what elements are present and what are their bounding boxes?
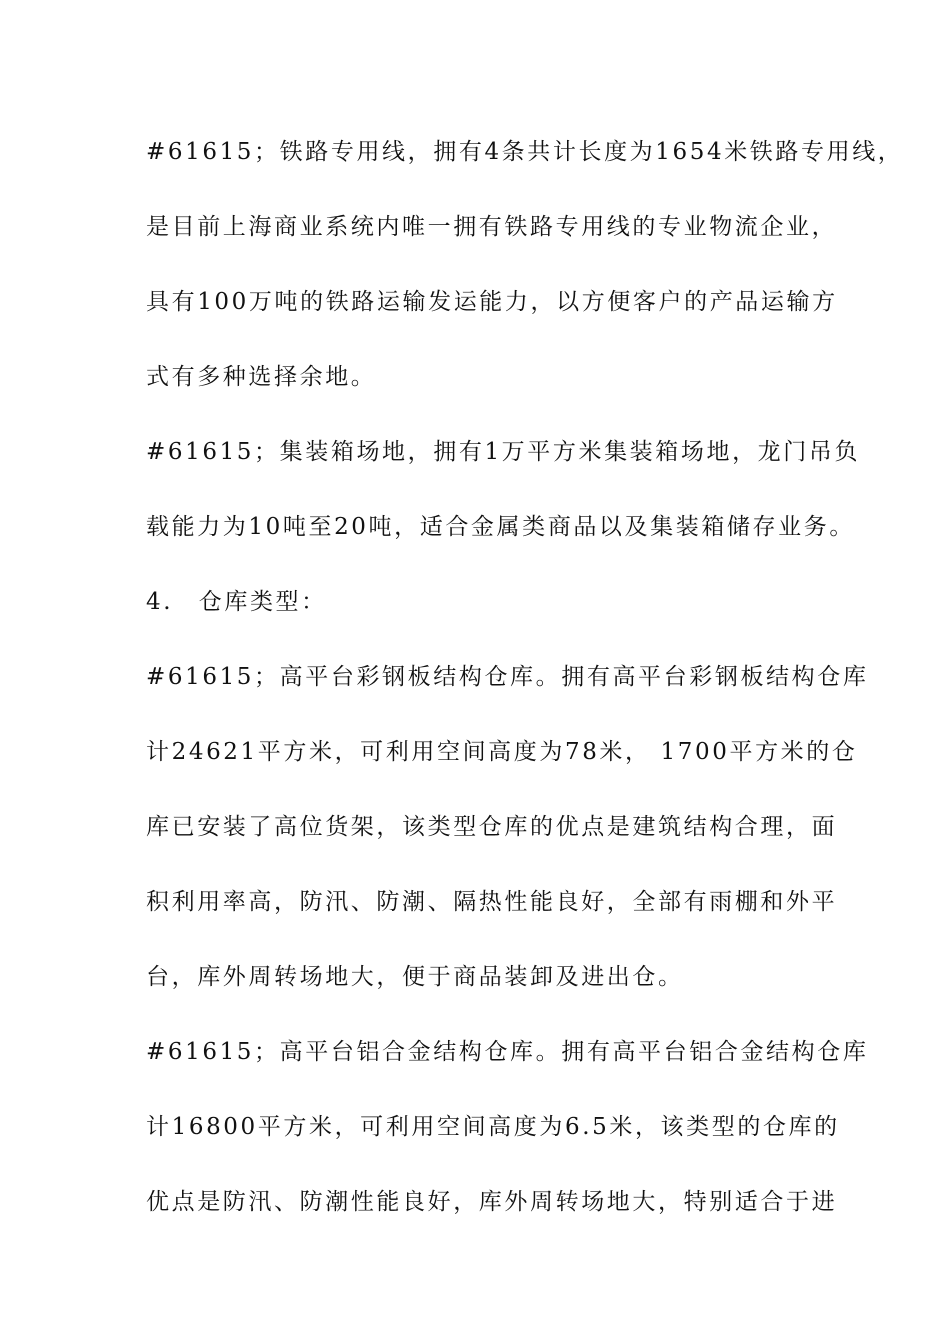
text-line: 优点是防汛、防潮性能良好，库外周转场地大，特别适合于进 [146,1189,838,1215]
text-line: 具有100万吨的铁路运输发运能力，以方便客户的产品运输方 [146,289,838,315]
section-heading: 4. 仓库类型： [146,589,327,615]
text-line: 积利用率高，防汛、防潮、隔热性能良好，全部有雨棚和外平 [146,889,838,915]
text-line: 载能力为10吨至20吨，适合金属类商品以及集装箱储存业务。 [146,514,855,540]
text-line: 计16800平方米，可利用空间高度为6.5米，该类型的仓库的 [146,1114,840,1140]
text-line: #61615；高平台彩钢板结构仓库。拥有高平台彩钢板结构仓库 [146,664,869,690]
text-line: 库已安装了高位货架，该类型仓库的优点是建筑结构合理，面 [146,814,838,840]
text-line: 式有多种选择余地。 [146,364,377,390]
text-line: #61615；集装箱场地，拥有1万平方米集装箱场地，龙门吊负 [146,439,861,465]
text-line: 计24621平方米，可利用空间高度为78米， 1700平方米的仓 [146,739,858,765]
text-line: #61615；铁路专用线，拥有4条共计长度为1654米铁路专用线， [146,139,904,165]
text-line: 是目前上海商业系统内唯一拥有铁路专用线的专业物流企业， [146,214,838,240]
text-line: #61615；高平台铝合金结构仓库。拥有高平台铝合金结构仓库 [146,1039,869,1065]
text-line: 台，库外周转场地大，便于商品装卸及进出仓。 [146,964,684,990]
